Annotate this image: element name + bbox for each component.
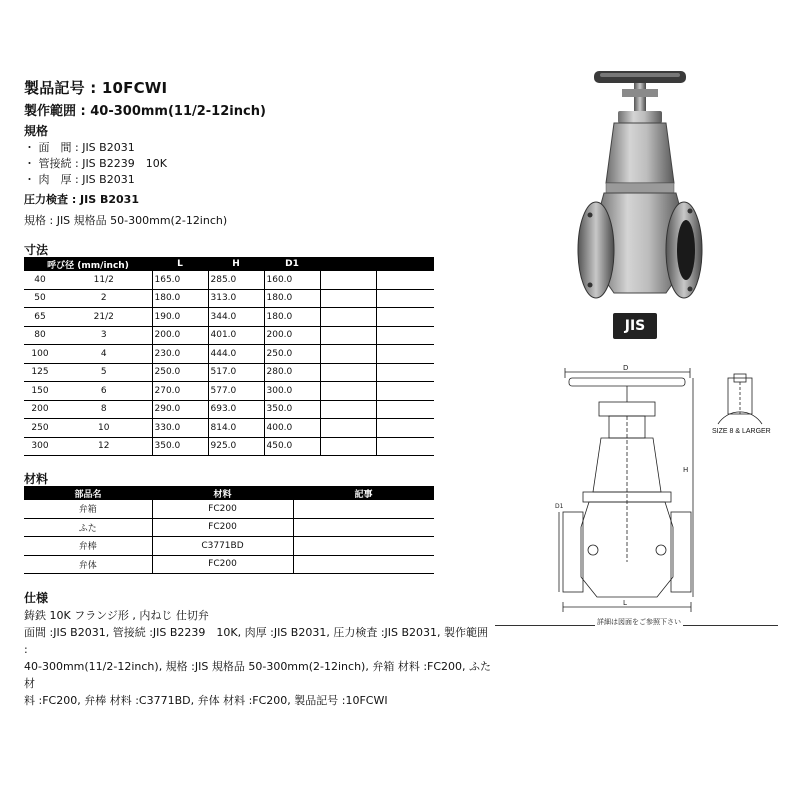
cell-empty: [320, 326, 376, 345]
cell-inch: 21/2: [56, 308, 152, 327]
cell-inch: 2: [56, 289, 152, 308]
dimensions-row: [24, 271, 434, 289]
col-header-h: H: [208, 257, 264, 271]
cell-material: FC200: [152, 500, 293, 518]
cell-h: 814.0: [208, 419, 264, 438]
dimensions-row: [24, 437, 434, 456]
cell-inch: 11/2: [56, 271, 152, 289]
cell-empty: [320, 400, 376, 419]
cell-d1: 180.0: [264, 308, 320, 327]
cell-empty: [320, 382, 376, 401]
cell-inch: 6: [56, 382, 152, 401]
cell-note: [293, 500, 434, 518]
cell-h: 925.0: [208, 437, 264, 456]
cell-mm: 50: [24, 289, 56, 308]
pressure-test: 圧力検査 : JIS B2031: [24, 193, 139, 206]
dimensions-row: [24, 363, 434, 382]
cell-empty: [376, 400, 434, 419]
product-code: 製品記号 : 10FCWI: [24, 79, 168, 97]
col-header-l: L: [152, 257, 208, 271]
cell-part: 弁体: [24, 555, 152, 574]
label-d1: D1: [555, 503, 564, 510]
spec-line: 鋳鉄 10K フランジ形 , 内ねじ 仕切弁: [24, 609, 209, 622]
cell-l: 350.0: [152, 437, 208, 456]
col-header-material: 材料: [152, 486, 293, 500]
cell-empty: [320, 345, 376, 364]
materials-heading: 材料: [24, 472, 49, 486]
cell-mm: 250: [24, 419, 56, 438]
dimensions-table: [24, 257, 434, 456]
cell-mm: 100: [24, 345, 56, 364]
cell-l: 180.0: [152, 289, 208, 308]
materials-row: [24, 500, 434, 518]
cell-empty: [376, 289, 434, 308]
cell-mm: 300: [24, 437, 56, 456]
cell-h: 401.0: [208, 326, 264, 345]
cell-l: 230.0: [152, 345, 208, 364]
cell-mm: 125: [24, 363, 56, 382]
dimensions-row: [24, 345, 434, 364]
cell-empty: [320, 363, 376, 382]
product-range: 製作範囲 : 40-300mm(11/2-12inch): [24, 104, 266, 119]
cell-empty: [376, 345, 434, 364]
detail-inset-drawing: [710, 372, 770, 428]
col-header-note: 記事: [293, 486, 434, 500]
cell-mm: 65: [24, 308, 56, 327]
spec-standard: 規格 : JIS 規格品 50-300mm(2-12inch): [24, 214, 228, 227]
cell-empty: [376, 326, 434, 345]
cell-empty: [376, 308, 434, 327]
cell-empty: [320, 419, 376, 438]
cell-empty: [376, 382, 434, 401]
valve-photo: [570, 65, 710, 310]
valve-technical-drawing: [555, 362, 695, 617]
dimensions-header-row: [24, 257, 434, 271]
cell-inch: 5: [56, 363, 152, 382]
cell-h: 517.0: [208, 363, 264, 382]
cell-inch: 10: [56, 419, 152, 438]
dimensions-row: [24, 326, 434, 345]
dimensions-row: [24, 382, 434, 401]
materials-row: [24, 518, 434, 537]
cell-d1: 300.0: [264, 382, 320, 401]
cell-part: ふた: [24, 518, 152, 537]
label-d: D: [623, 364, 629, 372]
cell-material: FC200: [152, 518, 293, 537]
label-l: L: [623, 599, 627, 607]
cell-empty: [320, 308, 376, 327]
cell-note: [293, 555, 434, 574]
materials-table: [24, 486, 434, 574]
cell-l: 190.0: [152, 308, 208, 327]
size-note: SIZE 8 & LARGER: [712, 428, 771, 435]
dimensions-heading: 寸法: [24, 243, 49, 257]
spec-line: 面間 :JIS B2031, 管接続 :JIS B2239 10K, 肉厚 :JIS B2031, 圧力検査 :JIS B2031, 製作範囲 :: [24, 626, 489, 656]
dimensions-row: [24, 419, 434, 438]
jis-badge: JIS: [613, 313, 657, 339]
cell-l: 165.0: [152, 271, 208, 289]
cell-d1: 160.0: [264, 271, 320, 289]
cell-d1: 450.0: [264, 437, 320, 456]
col-header-empty-2: [376, 257, 434, 271]
cell-material: FC200: [152, 555, 293, 574]
drawing-footer-note: 詳細は図面をご参照下さい: [597, 618, 681, 626]
materials-row: [24, 537, 434, 556]
cell-empty: [320, 271, 376, 289]
label-h: H: [683, 466, 689, 474]
cell-material: C3771BD: [152, 537, 293, 556]
standard-face-to-face: ・ 面 間 : JIS B2031: [24, 141, 135, 154]
cell-h: 693.0: [208, 400, 264, 419]
col-header-part: 部品名: [24, 486, 152, 500]
materials-row: [24, 555, 434, 574]
cell-mm: 40: [24, 271, 56, 289]
spec-line: 料 :FC200, 弁棒 材料 :C3771BD, 弁体 材料 :FC200, 製品記号 :10FCWI: [24, 694, 388, 707]
dimensions-row: [24, 400, 434, 419]
cell-d1: 400.0: [264, 419, 320, 438]
materials-header-row: [24, 486, 434, 500]
cell-mm: 150: [24, 382, 56, 401]
cell-note: [293, 537, 434, 556]
cell-empty: [376, 363, 434, 382]
cell-empty: [376, 437, 434, 456]
cell-part: 弁箱: [24, 500, 152, 518]
cell-empty: [320, 289, 376, 308]
cell-mm: 80: [24, 326, 56, 345]
col-header-nominal: 呼び径 (mm/inch): [24, 257, 152, 271]
standard-wall-thickness: ・ 肉 厚 : JIS B2031: [24, 173, 135, 186]
standards-heading: 規格: [24, 124, 49, 138]
cell-note: [293, 518, 434, 537]
cell-l: 330.0: [152, 419, 208, 438]
cell-d1: 250.0: [264, 345, 320, 364]
cell-inch: 4: [56, 345, 152, 364]
cell-inch: 3: [56, 326, 152, 345]
dimensions-row: [24, 289, 434, 308]
cell-empty: [320, 437, 376, 456]
cell-l: 290.0: [152, 400, 208, 419]
cell-h: 313.0: [208, 289, 264, 308]
cell-l: 250.0: [152, 363, 208, 382]
cell-inch: 8: [56, 400, 152, 419]
cell-empty: [376, 419, 434, 438]
cell-empty: [376, 271, 434, 289]
spec-line: 40-300mm(11/2-12inch), 規格 :JIS 規格品 50-300mm(2-12inch), 弁箱 材料 :FC200, ふた 材: [24, 660, 492, 690]
cell-d1: 280.0: [264, 363, 320, 382]
cell-h: 344.0: [208, 308, 264, 327]
specification-heading: 仕様: [24, 591, 49, 605]
cell-l: 200.0: [152, 326, 208, 345]
col-header-d1: D1: [264, 257, 320, 271]
cell-l: 270.0: [152, 382, 208, 401]
cell-h: 444.0: [208, 345, 264, 364]
col-header-empty-1: [320, 257, 376, 271]
cell-h: 577.0: [208, 382, 264, 401]
cell-d1: 350.0: [264, 400, 320, 419]
cell-d1: 180.0: [264, 289, 320, 308]
cell-mm: 200: [24, 400, 56, 419]
cell-h: 285.0: [208, 271, 264, 289]
cell-part: 弁棒: [24, 537, 152, 556]
cell-inch: 12: [56, 437, 152, 456]
dimensions-row: [24, 308, 434, 327]
specification-text: [24, 607, 494, 709]
cell-d1: 200.0: [264, 326, 320, 345]
standard-connection: ・ 管接続 : JIS B2239 10K: [24, 157, 167, 170]
